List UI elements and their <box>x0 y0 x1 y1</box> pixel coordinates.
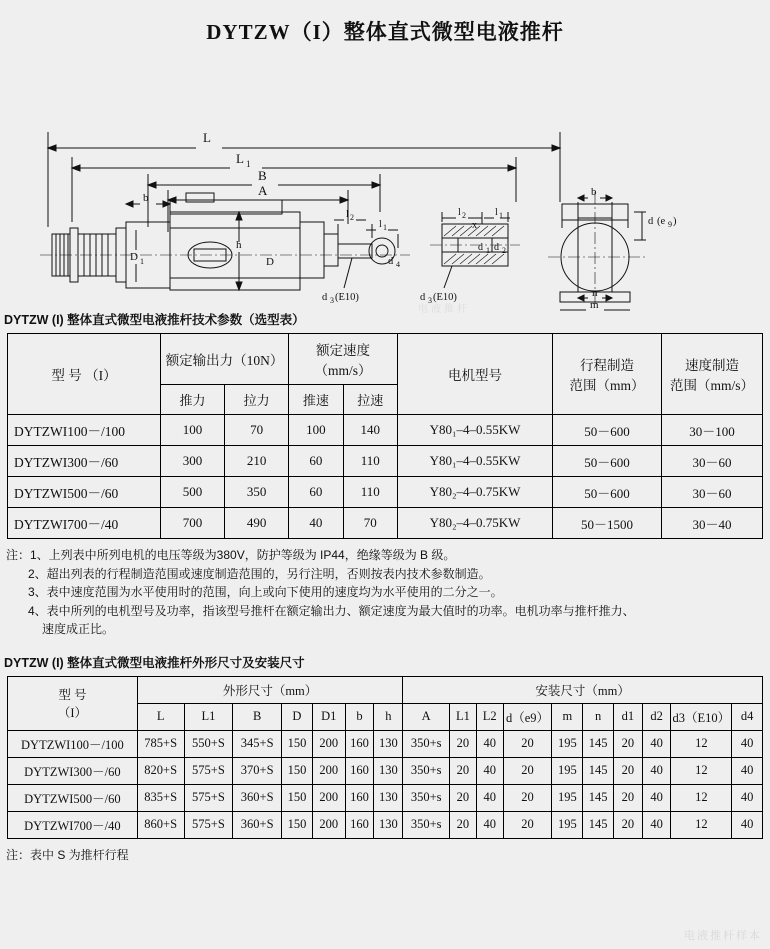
table-row <box>8 811 763 838</box>
cell-d4: 40 <box>732 757 763 784</box>
svg-text:2: 2 <box>502 246 506 255</box>
cell-B: 345+S <box>233 730 282 757</box>
cell-b: 160 <box>345 757 374 784</box>
cell-m: 195 <box>552 757 583 784</box>
header-stroke-range-line1: 行程制造 <box>580 358 634 373</box>
header-col-L1: L1 <box>184 703 233 730</box>
cell-L2: 40 <box>476 784 503 811</box>
cell-push-speed: 100 <box>289 415 343 446</box>
cell-stroke: 50－600 <box>553 477 662 508</box>
cell-model: DYTZWI500－/60 <box>8 784 138 811</box>
header-stroke-range-line2: 范围（mm） <box>569 378 645 393</box>
cell-D: 150 <box>282 757 313 784</box>
cell-B: 370+S <box>233 757 282 784</box>
cell-d4: 40 <box>732 730 763 757</box>
cell-D: 150 <box>282 730 313 757</box>
cell-L1: 575+S <box>184 784 233 811</box>
table-row <box>8 415 763 446</box>
cell-d: 20 <box>503 811 552 838</box>
cell-A: 350+s <box>403 757 450 784</box>
table-row <box>8 477 763 508</box>
table-row <box>8 757 763 784</box>
header-col-d-e9: d（e9） <box>503 703 552 730</box>
cell-model: DYTZWI100－/100 <box>8 730 138 757</box>
header-install-dims: 安装尺寸（mm） <box>403 676 763 703</box>
cell-pull-speed: 110 <box>343 446 397 477</box>
cell-pull-speed: 70 <box>343 508 397 539</box>
cell-d1: 20 <box>614 757 643 784</box>
scan-artifact-footer: 电液推杆样本 <box>684 930 762 942</box>
cell-b: 160 <box>345 784 374 811</box>
cell-D1: 200 <box>312 757 345 784</box>
svg-text:A: A <box>258 183 268 198</box>
svg-text:b: b <box>591 186 597 198</box>
svg-text:m: m <box>590 299 599 311</box>
table-header-row <box>8 334 763 385</box>
svg-text:3: 3 <box>428 296 432 305</box>
cell-pull: 350 <box>225 477 289 508</box>
svg-text:l: l <box>346 209 349 220</box>
svg-text:h: h <box>236 239 242 251</box>
cell-n: 145 <box>583 757 614 784</box>
cell-L: 860+S <box>137 811 184 838</box>
cell-L1: 575+S <box>184 757 233 784</box>
cell-m: 195 <box>552 784 583 811</box>
cell-d3: 12 <box>671 811 732 838</box>
cell-d3: 12 <box>671 784 732 811</box>
header-model <box>8 676 138 730</box>
cell-d1: 20 <box>614 811 643 838</box>
cell-d: 20 <box>503 757 552 784</box>
svg-text:d: d <box>494 242 499 253</box>
cell-model: DYTZWI700－/40 <box>8 811 138 838</box>
header-push-speed: 推速 <box>289 385 343 415</box>
svg-text:L: L <box>236 151 244 166</box>
cell-motor: Y80₂–4–0.75KW <box>398 477 553 508</box>
svg-text:l: l <box>458 207 461 218</box>
cell-h: 130 <box>374 784 403 811</box>
svg-text:1: 1 <box>499 211 503 220</box>
svg-text:d: d <box>322 292 328 303</box>
cell-b: 160 <box>345 811 374 838</box>
cell-D: 150 <box>282 811 313 838</box>
table-row <box>8 730 763 757</box>
svg-text:D: D <box>130 251 138 263</box>
cell-d2: 40 <box>642 757 671 784</box>
header-speed-range-line2: 范围（mm/s） <box>669 378 754 393</box>
cell-push-speed: 60 <box>289 477 343 508</box>
table-row <box>8 508 763 539</box>
header-col-d2: d2 <box>642 703 671 730</box>
header-rated-output: 额定输出力（10N） <box>161 334 289 385</box>
svg-text:l: l <box>495 207 498 218</box>
dimensions-table <box>7 676 763 839</box>
cell-A: 350+s <box>403 811 450 838</box>
cell-model: DYTZWI100－/100 <box>8 415 161 446</box>
header-motor: 电机型号 <box>398 334 553 415</box>
header-outer-dims: 外形尺寸（mm） <box>137 676 403 703</box>
header-col-d3-e10: d3（E10） <box>671 703 732 730</box>
cell-speed: 30－40 <box>662 508 763 539</box>
cell-d1: 20 <box>614 730 643 757</box>
cell-stroke: 50－600 <box>553 446 662 477</box>
cell-d: 20 <box>503 784 552 811</box>
cell-AL1: 20 <box>450 757 477 784</box>
cell-L2: 40 <box>476 757 503 784</box>
cell-A: 350+s <box>403 784 450 811</box>
svg-text:d: d <box>388 256 394 267</box>
cell-n: 145 <box>583 730 614 757</box>
cell-motor: Y80₁–4–0.55KW <box>398 415 553 446</box>
header-col-n: n <box>583 703 614 730</box>
header-model: 型 号 （I） <box>8 334 161 415</box>
cell-speed: 30－60 <box>662 477 763 508</box>
section1-heading: DYTZW (I) 整体直式微型电液推杆技术参数（选型表） <box>4 313 305 327</box>
cell-d3: 12 <box>671 757 732 784</box>
table-row <box>8 446 763 477</box>
cell-speed: 30－100 <box>662 415 763 446</box>
cell-d2: 40 <box>642 811 671 838</box>
note-line-4: 4、表中所列的电机型号及功率，指该型号推杆在额定输出力、额定速度为最大值时的功率。电机功率与推杆推力、 <box>28 603 635 618</box>
cell-A: 350+s <box>403 730 450 757</box>
cell-model: DYTZWI500－/60 <box>8 477 161 508</box>
cell-L1: 575+S <box>184 811 233 838</box>
cell-push: 100 <box>161 415 225 446</box>
svg-text:(e: (e <box>657 216 666 227</box>
header-col-h: h <box>374 703 403 730</box>
header-pull: 拉力 <box>225 385 289 415</box>
cell-push-speed: 60 <box>289 446 343 477</box>
cell-n: 145 <box>583 784 614 811</box>
cell-pull: 210 <box>225 446 289 477</box>
cell-motor: Y80₂–4–0.75KW <box>398 508 553 539</box>
svg-text:1: 1 <box>140 257 144 266</box>
cell-pull-speed: 140 <box>343 415 397 446</box>
cell-n: 145 <box>583 811 614 838</box>
header-col-D1: D1 <box>312 703 345 730</box>
cell-pull: 490 <box>225 508 289 539</box>
cell-d2: 40 <box>642 730 671 757</box>
svg-text:1: 1 <box>246 159 251 169</box>
section2-heading: DYTZW (I) 整体直式微型电液推杆外形尺寸及安装尺寸 <box>4 655 305 670</box>
cell-model: DYTZWI300－/60 <box>8 446 161 477</box>
cell-m: 195 <box>552 730 583 757</box>
technical-drawing <box>0 52 770 315</box>
svg-text:d: d <box>648 216 654 227</box>
page-title: DYTZW（I）整体直式微型电液推杆 <box>206 20 564 44</box>
svg-text:1: 1 <box>486 246 490 255</box>
header-col-L1b: L1 <box>450 703 477 730</box>
cell-AL1: 20 <box>450 730 477 757</box>
cell-push: 300 <box>161 446 225 477</box>
cell-L2: 40 <box>476 811 503 838</box>
section2-note: 注：表中 S 为推杆行程 <box>6 847 129 862</box>
cell-d: 20 <box>503 730 552 757</box>
cell-b: 160 <box>345 730 374 757</box>
cell-AL1: 20 <box>450 811 477 838</box>
cell-motor: Y80₁–4–0.55KW <box>398 446 553 477</box>
svg-text:): ) <box>673 216 677 227</box>
header-col-B: B <box>233 703 282 730</box>
cell-d4: 40 <box>732 784 763 811</box>
note-line-5: 速度成正比。 <box>42 622 115 637</box>
svg-text:4: 4 <box>396 260 400 269</box>
cell-d3: 12 <box>671 730 732 757</box>
header-col-D: D <box>282 703 313 730</box>
cell-d1: 20 <box>614 784 643 811</box>
svg-text:(E10): (E10) <box>433 292 457 303</box>
cell-h: 130 <box>374 811 403 838</box>
scan-artifact-text: 电液推杆 <box>418 304 470 315</box>
cell-pull: 70 <box>225 415 289 446</box>
cell-L1: 550+S <box>184 730 233 757</box>
cell-h: 130 <box>374 730 403 757</box>
cell-L: 785+S <box>137 730 184 757</box>
svg-text:3: 3 <box>330 296 334 305</box>
cell-pull-speed: 110 <box>343 477 397 508</box>
header-col-A: A <box>403 703 450 730</box>
cell-push: 500 <box>161 477 225 508</box>
tech-parameters-table <box>7 333 763 539</box>
header-col-L2: L2 <box>476 703 503 730</box>
table-header-row <box>8 676 763 703</box>
header-pull-speed: 拉速 <box>343 385 397 415</box>
cell-D: 150 <box>282 784 313 811</box>
cell-model: DYTZWI700－/40 <box>8 508 161 539</box>
cell-AL1: 20 <box>450 784 477 811</box>
header-model-line1: 型 号 <box>58 688 87 703</box>
svg-text:d: d <box>478 242 483 253</box>
header-col-d1: d1 <box>614 703 643 730</box>
cell-model: DYTZWI300－/60 <box>8 757 138 784</box>
cell-d4: 40 <box>732 811 763 838</box>
note-line-3: 3、表中速度范围为水平使用时的范围，向上或向下使用的速度均为水平使用的二分之一。 <box>28 585 503 600</box>
cell-d2: 40 <box>642 784 671 811</box>
svg-text:n: n <box>592 287 598 299</box>
header-speed-range-line1: 速度制造 <box>685 358 739 373</box>
header-model-line2: （I） <box>57 706 87 721</box>
header-push: 推力 <box>161 385 225 415</box>
svg-text:9: 9 <box>668 220 672 229</box>
header-speed-range <box>662 334 763 415</box>
cell-push-speed: 40 <box>289 508 343 539</box>
cell-D1: 200 <box>312 811 345 838</box>
svg-text:l: l <box>379 219 382 230</box>
cell-push: 700 <box>161 508 225 539</box>
cell-L2: 40 <box>476 730 503 757</box>
svg-text:(E10): (E10) <box>335 292 359 303</box>
svg-text:D: D <box>266 256 274 268</box>
cell-B: 360+S <box>233 784 282 811</box>
cell-D1: 200 <box>312 730 345 757</box>
note-line-1: 注：1、上列表中所列电机的电压等级为380V，防护等级为 IP44，绝缘等级为 B 级。 <box>6 548 456 562</box>
section1-notes <box>0 539 770 641</box>
table-row <box>8 784 763 811</box>
cell-L: 820+S <box>137 757 184 784</box>
svg-text:2: 2 <box>350 213 354 222</box>
cell-stroke: 50－600 <box>553 415 662 446</box>
header-col-m: m <box>552 703 583 730</box>
svg-text:x: x <box>472 220 477 231</box>
svg-text:B: B <box>258 168 267 183</box>
svg-text:b: b <box>143 192 149 204</box>
header-stroke-range <box>553 334 662 415</box>
svg-text:2: 2 <box>462 211 466 220</box>
svg-text:1: 1 <box>383 223 387 232</box>
header-col-b: b <box>345 703 374 730</box>
header-rated-speed: 额定速度（mm/s） <box>289 334 398 385</box>
header-col-L: L <box>137 703 184 730</box>
header-col-d4: d4 <box>732 703 763 730</box>
cell-D1: 200 <box>312 784 345 811</box>
cell-stroke: 50－1500 <box>553 508 662 539</box>
cell-h: 130 <box>374 757 403 784</box>
cell-speed: 30－60 <box>662 446 763 477</box>
note-line-2: 2、超出列表的行程制造范围或速度制造范围的，另行注明，否则按表内技术参数制造。 <box>28 566 491 581</box>
cell-m: 195 <box>552 811 583 838</box>
cell-B: 360+S <box>233 811 282 838</box>
svg-text:L: L <box>203 130 211 145</box>
cell-L: 835+S <box>137 784 184 811</box>
svg-text:d: d <box>420 292 426 303</box>
